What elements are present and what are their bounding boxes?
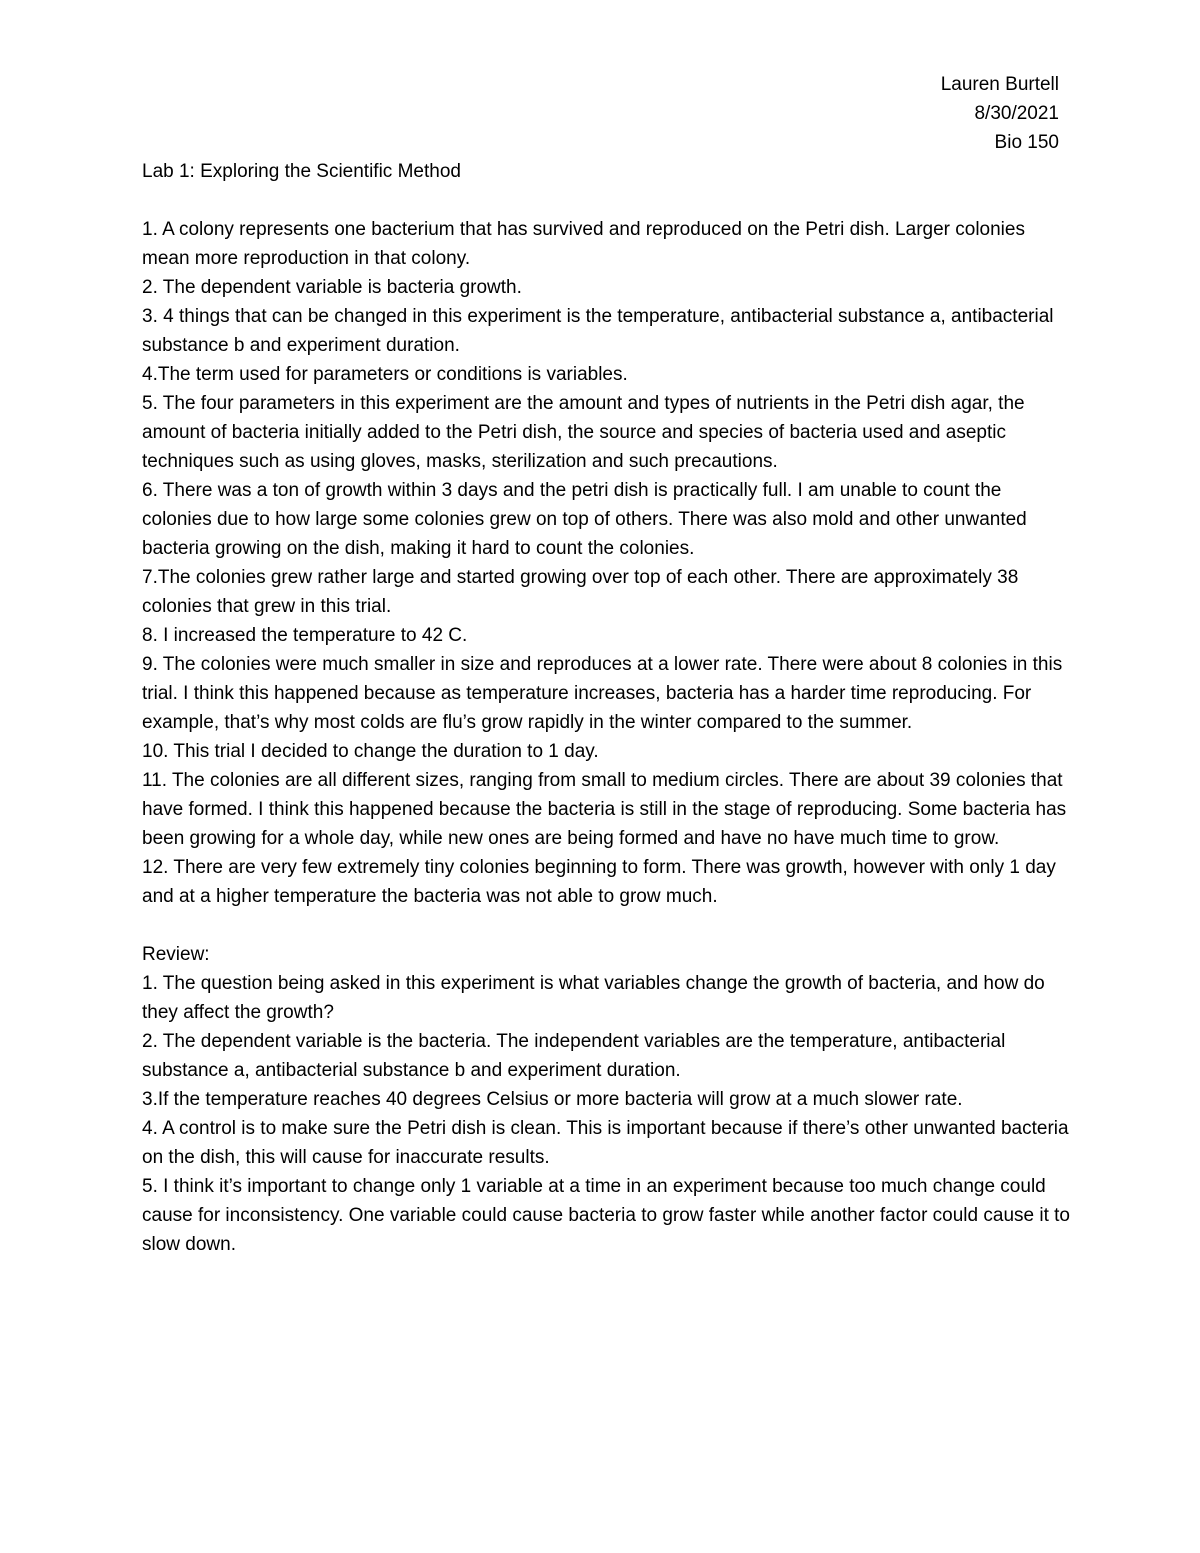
- answer-8: 8. I increased the temperature to 42 C.: [142, 625, 468, 646]
- document-body: [142, 157, 1072, 1259]
- answer-3: 3. 4 things that can be changed in this experiment is the temperature, antibacterial substance a, antibacterial substance b and experiment duration.: [142, 306, 1054, 356]
- review-item-1: 1. The question being asked in this experiment is what variables change the growth of bacteria, and how do they affect the growth?: [142, 973, 1045, 1023]
- review-item-3: 3.If the temperature reaches 40 degrees Celsius or more bacteria will grow at a much slower rate.: [142, 1089, 963, 1110]
- author-name: Lauren Burtell: [940, 74, 1059, 95]
- course-name: Bio 150: [994, 132, 1059, 153]
- spacer: [142, 911, 1072, 940]
- answer-1: 1. A colony represents one bacterium that has survived and reproduced on the Petri dish. Larger colonies mean more reproduction in that colony.: [142, 219, 1025, 269]
- answer-7: 7.The colonies grew rather large and started growing over top of each other. There are approximately 38 colonies that grew in this trial.: [142, 567, 1019, 617]
- header-block: [941, 70, 1059, 157]
- answer-2: 2. The dependent variable is bacteria growth.: [142, 277, 522, 298]
- document-date: 8/30/2021: [974, 103, 1059, 124]
- answer-10: 10. This trial I decided to change the duration to 1 day.: [142, 741, 599, 762]
- answer-11: 11. The colonies are all different sizes, ranging from small to medium circles. There are about 39 colonies that have formed. I think this happened because the bacteria is still in the stage of reproducing. Some bacteria has been growing for a whole day, while new ones are being formed and have no have much time to grow.: [142, 770, 1067, 849]
- answer-6: 6. There was a ton of growth within 3 days and the petri dish is practically full. I am unable to count the colonies due to how large some colonies grew on top of others. There was also mold and other unwanted bacteria growing on the dish, making it hard to count the colonies.: [142, 480, 1027, 559]
- review-item-5: 5. I think it’s important to change only 1 variable at a time in an experiment because too much change could cause for inconsistency. One variable could cause bacteria to grow faster while another factor could cause it to slow down.: [142, 1176, 1070, 1255]
- answer-12: 12. There are very few extremely tiny colonies beginning to form. There was growth, however with only 1 day and at a higher temperature the bacteria was not able to grow much.: [142, 857, 1056, 907]
- answer-9: 9. The colonies were much smaller in size and reproduces at a lower rate. There were about 8 colonies in this trial. I think this happened because as temperature increases, bacteria has a harder time reproducing. For example, that’s why most colds are flu’s grow rapidly in the winter compared to the summer.: [142, 654, 1063, 733]
- review-item-2: 2. The dependent variable is the bacteria. The independent variables are the temperature, antibacterial substance a, antibacterial substance b and experiment duration.: [142, 1031, 1006, 1081]
- review-item-4: 4. A control is to make sure the Petri dish is clean. This is important because if there’s other unwanted bacteria on the dish, this will cause for inaccurate results.: [142, 1118, 1069, 1168]
- review-heading: Review:: [142, 944, 210, 965]
- answer-5: 5. The four parameters in this experiment are the amount and types of nutrients in the Petri dish agar, the amount of bacteria initially added to the Petri dish, the source and species of bacteria used and aseptic techniques such as using gloves, masks, sterilization and such precautions.: [142, 393, 1025, 472]
- answer-4: 4.The term used for parameters or conditions is variables.: [142, 364, 628, 385]
- spacer: [142, 186, 1072, 215]
- document-title: Lab 1: Exploring the Scientific Method: [142, 161, 461, 182]
